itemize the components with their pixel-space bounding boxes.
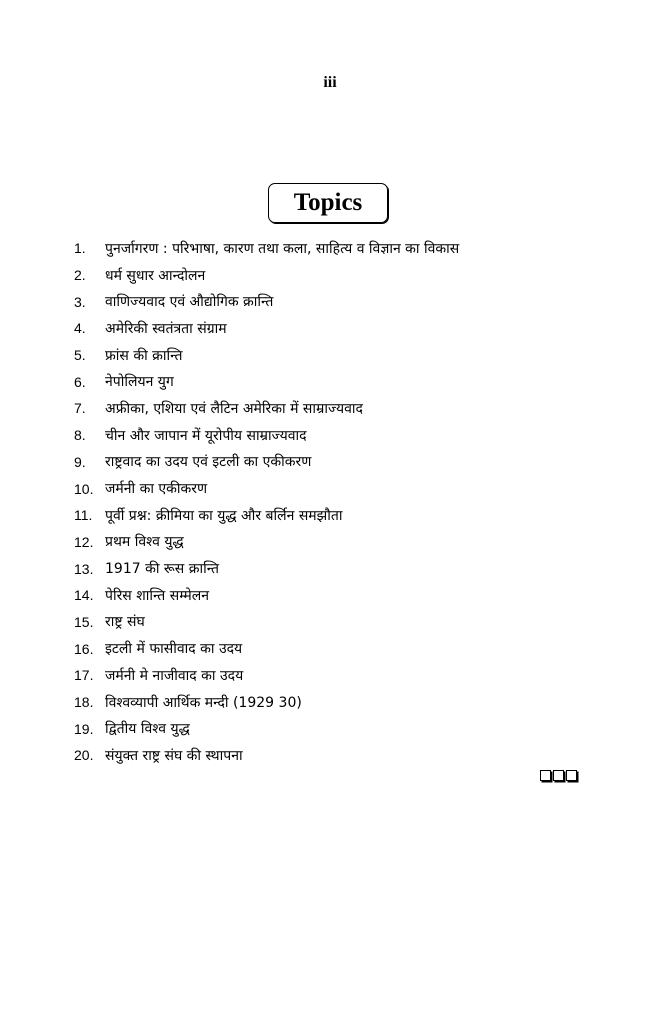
topic-item xyxy=(74,449,459,476)
topic-title: संयुक्त राष्ट्र संघ की स्थापना xyxy=(105,747,243,764)
topic-item xyxy=(74,529,459,556)
topic-title: राष्ट्रवाद का उदय एवं इटली का एकीकरण xyxy=(105,454,312,471)
topic-title: पुनर्जागरण : परिभाषा, कारण तथा कला, साहित्य व विज्ञान का विकास xyxy=(105,240,460,257)
topic-title: पूर्वी प्रश्न: क्रीमिया का युद्ध और बर्लिन समझौता xyxy=(105,507,343,524)
topic-item xyxy=(74,288,459,315)
topic-title: इटली में फासीवाद का उदय xyxy=(105,641,243,658)
topic-number: 10. xyxy=(74,480,94,497)
topic-number: 15. xyxy=(74,613,94,630)
topic-title: अमेरिकी स्वतंत्रता संग्राम xyxy=(105,320,227,337)
topic-number: 20. xyxy=(74,747,94,764)
topic-item xyxy=(74,635,459,662)
end-square-icon xyxy=(553,770,564,781)
topic-item xyxy=(74,662,459,689)
topic-number: 1. xyxy=(74,240,86,257)
topic-item xyxy=(74,689,459,716)
topic-item xyxy=(74,475,459,502)
topic-item xyxy=(74,555,459,582)
topic-title: वाणिज्यवाद एवं औद्योगिक क्रान्ति xyxy=(105,294,274,311)
topic-title: धर्म सुधार आन्दोलन xyxy=(105,267,206,284)
topic-title: फ्रांस की क्रान्ति xyxy=(105,347,183,364)
topic-item xyxy=(74,742,459,769)
topic-title: पेरिस शान्ति सम्मेलन xyxy=(105,587,210,604)
topic-number: 2. xyxy=(74,267,86,284)
topic-title: चीन और जापान में यूरोपीय साम्राज्यवाद xyxy=(105,427,307,444)
topic-title: प्रथम विश्व युद्ध xyxy=(105,534,184,551)
topic-number: 9. xyxy=(74,453,86,470)
topic-item xyxy=(74,342,459,369)
topic-number: 18. xyxy=(74,694,94,711)
topic-item xyxy=(74,582,459,609)
topic-item xyxy=(74,502,459,529)
topic-item xyxy=(74,368,459,395)
topic-number: 14. xyxy=(74,587,94,604)
topic-item xyxy=(74,422,459,449)
topic-number: 17. xyxy=(74,667,94,684)
topic-number: 13. xyxy=(74,560,94,577)
topic-number: 5. xyxy=(74,347,86,364)
topic-number: 19. xyxy=(74,720,94,737)
topic-item xyxy=(74,235,459,262)
topic-item xyxy=(74,262,459,289)
end-square-icon xyxy=(540,770,551,781)
topic-number: 8. xyxy=(74,427,86,444)
topic-number: 16. xyxy=(74,640,94,657)
topic-title: 1917 की रूस क्रान्ति xyxy=(105,561,219,578)
topic-title: राष्ट्र संघ xyxy=(105,614,145,631)
topic-number: 7. xyxy=(74,400,86,417)
page-title: Topics xyxy=(268,183,388,223)
topic-title: नेपोलियन युग xyxy=(105,374,174,391)
topic-list xyxy=(74,235,459,769)
topic-number: 11. xyxy=(74,507,93,524)
topic-title: जर्मनी मे नाजीवाद का उदय xyxy=(105,667,244,684)
page-number: iii xyxy=(323,74,337,91)
topic-item xyxy=(74,315,459,342)
end-marker xyxy=(540,770,577,781)
topic-item xyxy=(74,395,459,422)
topic-title: अफ्रीका, एशिया एवं लैटिन अमेरिका में साम्राज्यवाद xyxy=(105,400,363,417)
topic-number: 3. xyxy=(74,293,86,310)
topic-title: विश्वव्यापी आर्थिक मन्दी (1929 30) xyxy=(105,694,302,711)
topic-title: द्वितीय विश्व युद्ध xyxy=(105,721,190,738)
topic-number: 6. xyxy=(74,373,86,390)
topic-title: जर्मनी का एकीकरण xyxy=(105,481,208,498)
topic-number: 12. xyxy=(74,533,94,550)
end-square-icon xyxy=(566,770,577,781)
topic-item xyxy=(74,715,459,742)
topic-number: 4. xyxy=(74,320,86,337)
topic-item xyxy=(74,609,459,636)
